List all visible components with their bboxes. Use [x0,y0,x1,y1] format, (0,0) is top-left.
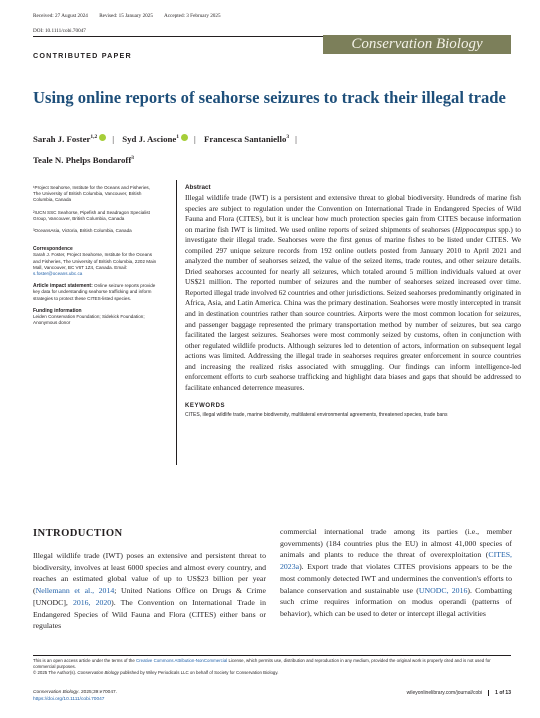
impact-statement: Article impact statement: Online seizure reports provide key data for understanding seahorse trafficking and inform strategies to protect these CITES-listed species. [33,283,156,301]
keywords-heading: KEYWORDS [185,403,226,410]
journal-site-link[interactable]: wileyonlinelibrary.com/journal/cobi [406,690,483,696]
page-footer [407,690,511,696]
page-number: 1 of 13 [488,690,511,696]
body-column-left: Illegal wildlife trade (IWT) poses an extensive and persistent threat to biodiversity, involves at least 6000 species and almost every country, and reaches an estimated global value of up to US$23 billion per year (Nellemann et al., 2014; United Nations Office on Drugs & Crime [UNODC], 2016, 2020). The Convention on International Trade in Endangered Species of Wild Fauna and Flora (CITES) either bans or regulates [33,551,266,631]
article-title: Using online reports of seahorse seizures to track their illegal trade [33,88,506,107]
journal-logo: Conservation Biology [323,35,511,54]
section-tag: CONTRIBUTED PAPER [33,51,132,60]
author-name[interactable]: Francesca Santaniello$^3$ [204,133,290,144]
citation-url[interactable]: https://doi.org/10.1111/cobi.70047 [33,697,105,702]
author-list [33,128,513,170]
citation-link[interactable]: UNODC, 2016 [418,585,468,595]
correspondence-text: Sarah J. Foster, Project Seahorse, Institute for the Oceans and Fisheries, The University of British Columbia, 2202 Main Mall, Vancouver, BC V6T 1Z4, Canada. Email: [33,252,157,270]
affiliation: ³OceansAsia, Victoria, British Columbia, Canada [33,228,132,234]
received-date: Received: 27 August 2024 [33,13,88,19]
accepted-date: Accepted: 3 February 2025 [163,13,221,19]
orcid-icon[interactable] [181,134,188,141]
orcid-icon[interactable] [99,134,106,141]
abstract-section [176,180,521,465]
correspondence-email[interactable]: s.foster@oceans.ubc.ca [33,271,83,277]
author-name[interactable]: Sarah J. Foster$^{1,2}$ [33,133,98,144]
doi-label: DOI: 10.1111/cobi.70047 [33,28,86,34]
citation-footer: Conservation Biology. 2025;39:e70047. https://doi.org/10.1111/cobi.70047 [33,690,118,702]
article-info-column [33,185,157,332]
abstract-heading: Abstract [185,184,211,191]
revised-date: Revised: 15 January 2025 [99,13,153,19]
separator: | [112,133,115,144]
citation-link[interactable]: 2016, 2020 [72,597,112,607]
separator: | [194,133,196,144]
license-link[interactable]: Creative Commons Attribution-NonCommercial [136,658,228,663]
footer-rule [33,655,511,656]
article-dates [33,13,231,19]
keywords-text: CITES, illegal wildlife trade, marine biodiversity, multilateral environmental agreements, threatened species, trade bans [185,412,448,419]
author-name[interactable]: Teale N. Phelps Bondaroff$^3$ [33,154,134,165]
funding-info: Funding information Leiden Conservation Foundation; Sidekick Foundation; Anonymous donor [33,307,145,326]
citation-link[interactable]: CITES, 2023a [280,550,512,572]
abstract-text: Illegal wildlife trade (IWT) is a persistent and extensive threat to global biodiversity. Hundreds of marine fish species are subject to regulation under the Convention on International Trade in Endangered Species of Wild Fauna and Flora (CITES), but it is unclear how much protection species gain from CITES because information on marine fish IWT is limited. We used online reports of seized shipments of seahorses (Hippocampus spp.) to investigate their illegal trade. Seahorses were the first genus of marine fishes to be listed under CITES. We compiled 297 unique seizure records from 192 online outlets posted from January 2010 to April 2021 and analyzed the number of seahorses seized, the value of the seized items, trade routes, and other seizure details. Dried seahorses accounted for nearly all seizures, which totaled around 5 million individuals valued at over US$21 million. The reported number of seizures and the number of seahorses seized increased over time. Reported illegal trade involved 62 countries and other jurisdictions. Seized seahorses predominantly originated in Africa, Asia, and Latin America. China was the primary destination. Seahorses were mostly intercepted in transit and in destination countries rather than source countries. Airports were the most common location for seizures, and passenger baggage represented the primary transportation method by number of seizures, but sea cargo facilitated the largest seizures. Seahorses were most commonly seized by customs, often in conjunction with other regulated wildlife products. Although seizures led to detention of actors, information on subsequent legal actions was limited. Addressing the illegal trade in seahorses requires greater enforcement in source countries and increasing the realized risks associated with smuggling. Our findings can inform intelligence-led enforcement efforts to curb seahorse trafficking and highlight data biases and gaps that should be addressed to facilitate enhanced deterrence measures. [185,193,521,392]
affiliation: ¹Project Seahorse, Institute for the Oceans and Fisheries, The University of British Columbia, Vancouver, British Columbia, Canada [33,185,150,203]
citation-link[interactable]: Nellemann et al., 2014 [35,586,115,596]
author-name[interactable]: Syd J. Ascione$^1$ [122,133,180,144]
correspondence-heading: Correspondence Sarah J. Foster, Project Seahorse, Institute for the Oceans and Fisheries, The University of British Columbia, 2202 Main Mall, Vancouver, BC V6T 1Z4, Canada. Email: s.foster@oceans.ubc.ca [33,246,157,277]
body-column-right: commercial international trade among its parties (i.e., member governments) (184 countries plus the EU) in almost 41,000 species of animals and plants to reduce the threat of overexploitation (CITES, 2023a). Export trade that violates CITES provisions appears to be the most commonly detected IWT and undermines the convention's efforts to balance conservation and sustainable use (UNODC, 2016). Combatting such crime requires information on modus operandi (patterns of behavior), which can be used to deter or intercept illegal activities [280,527,512,618]
license-note: This is an open access article under the terms of the Creative Commons Attribution-NonCommercial License, which permits use, distribution and reproduction in any medium, provided the original work is properly cited and is not used for commercial purposes. © 2025 The Author(s). Conservation Biology published by Wiley Periodicals LLC on behalf of Society for Conservation Biology. [33,658,491,675]
introduction-heading: INTRODUCTION [33,528,123,539]
affiliation: ²IUCN SSC Seahorse, Pipefish and Seadragon Specialist Group, Vancouver, British Columbia, Canada [33,209,150,221]
separator: | [295,133,297,144]
